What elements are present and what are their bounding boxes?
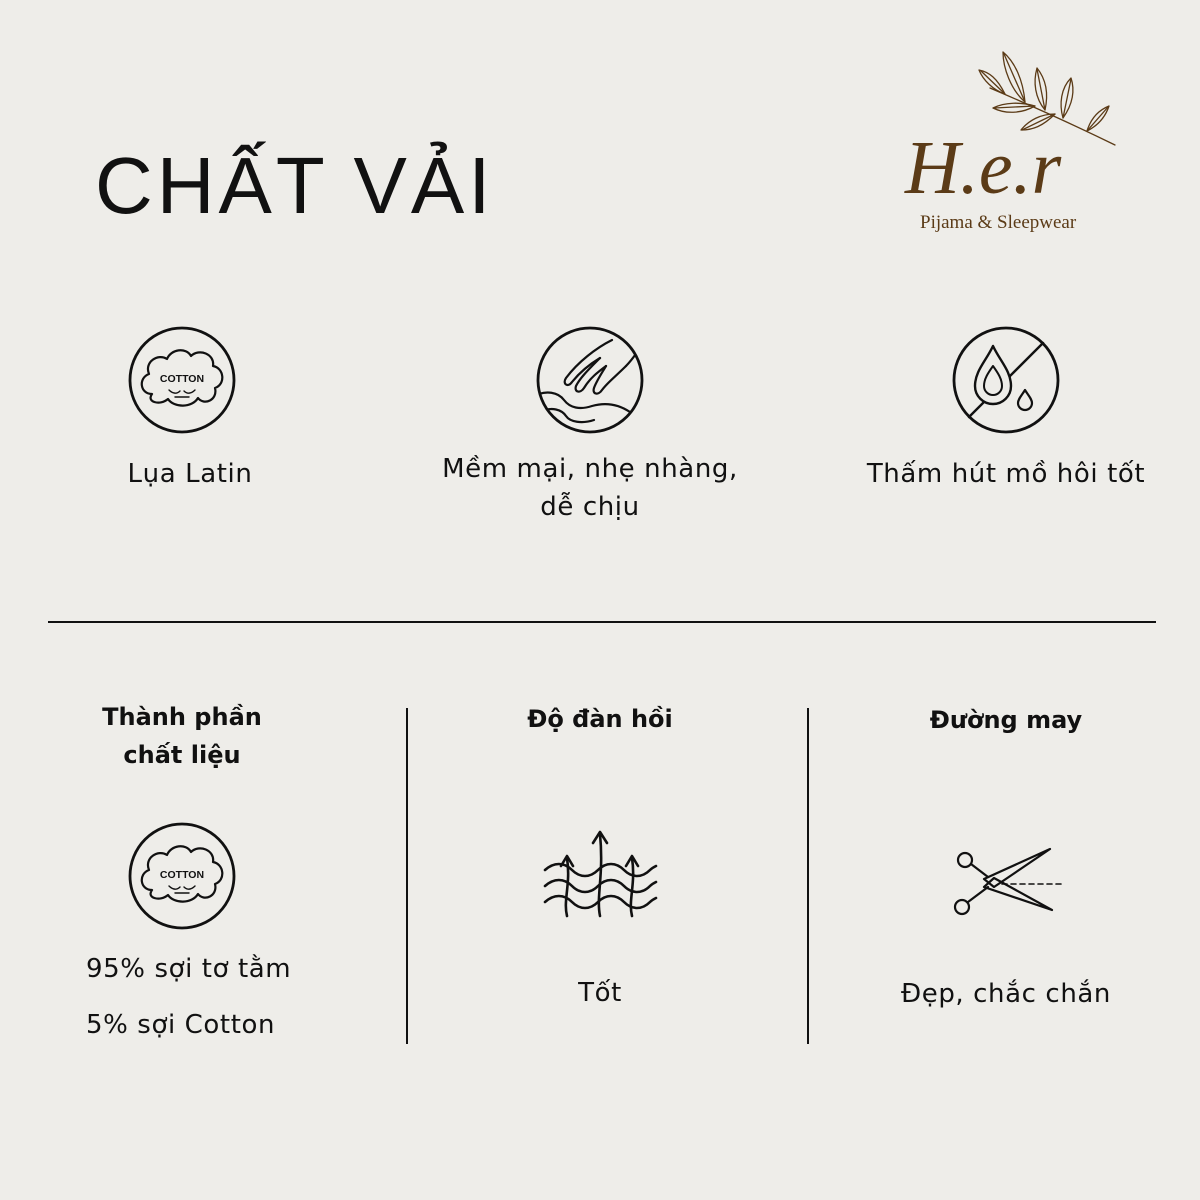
cotton-icon — [122, 816, 242, 936]
spec-value: Đẹp, chắc chắn — [900, 979, 1112, 1009]
feature-label — [10, 455, 370, 493]
scissors-icon — [946, 843, 1066, 923]
spec-heading-line: Thành phần — [102, 703, 262, 731]
feature-label-line: dễ chịu — [540, 492, 640, 522]
sweat-absorbent-icon — [946, 320, 1066, 440]
cotton-icon-label: COTTON — [159, 869, 205, 881]
brand-tagline: Pijama & Sleepwear — [920, 212, 1077, 233]
cotton-icon-label: COTTON — [159, 373, 205, 385]
feature-label — [410, 450, 770, 526]
elasticity-icon — [540, 824, 660, 924]
spec-heading-line: Độ đàn hồi — [527, 705, 673, 733]
spec-value: 5% sợi Cotton — [86, 1010, 276, 1040]
soft-touch-icon — [530, 320, 650, 440]
column-divider — [807, 708, 809, 1044]
feature-label-line: Mềm mại, nhẹ nhàng, — [442, 454, 738, 484]
spec-heading — [856, 701, 1156, 739]
spec-value: Tốt — [578, 978, 622, 1008]
spec-heading — [450, 700, 750, 738]
column-divider — [406, 708, 408, 1044]
brand-name: H.e.r — [905, 126, 1062, 210]
spec-heading-line: chất liệu — [123, 741, 241, 769]
cotton-icon — [122, 320, 242, 440]
page-title: CHẤT VẢI — [95, 141, 495, 230]
spec-value: 95% sợi tơ tằm — [86, 954, 292, 984]
feature-label-text: Thấm hút mồ hôi tốt — [866, 459, 1146, 489]
spec-heading — [32, 698, 332, 774]
feature-label — [826, 455, 1186, 493]
feature-label-text: Lụa Latin — [127, 459, 253, 489]
spec-heading-line: Đường may — [929, 706, 1083, 734]
section-divider — [48, 621, 1156, 623]
